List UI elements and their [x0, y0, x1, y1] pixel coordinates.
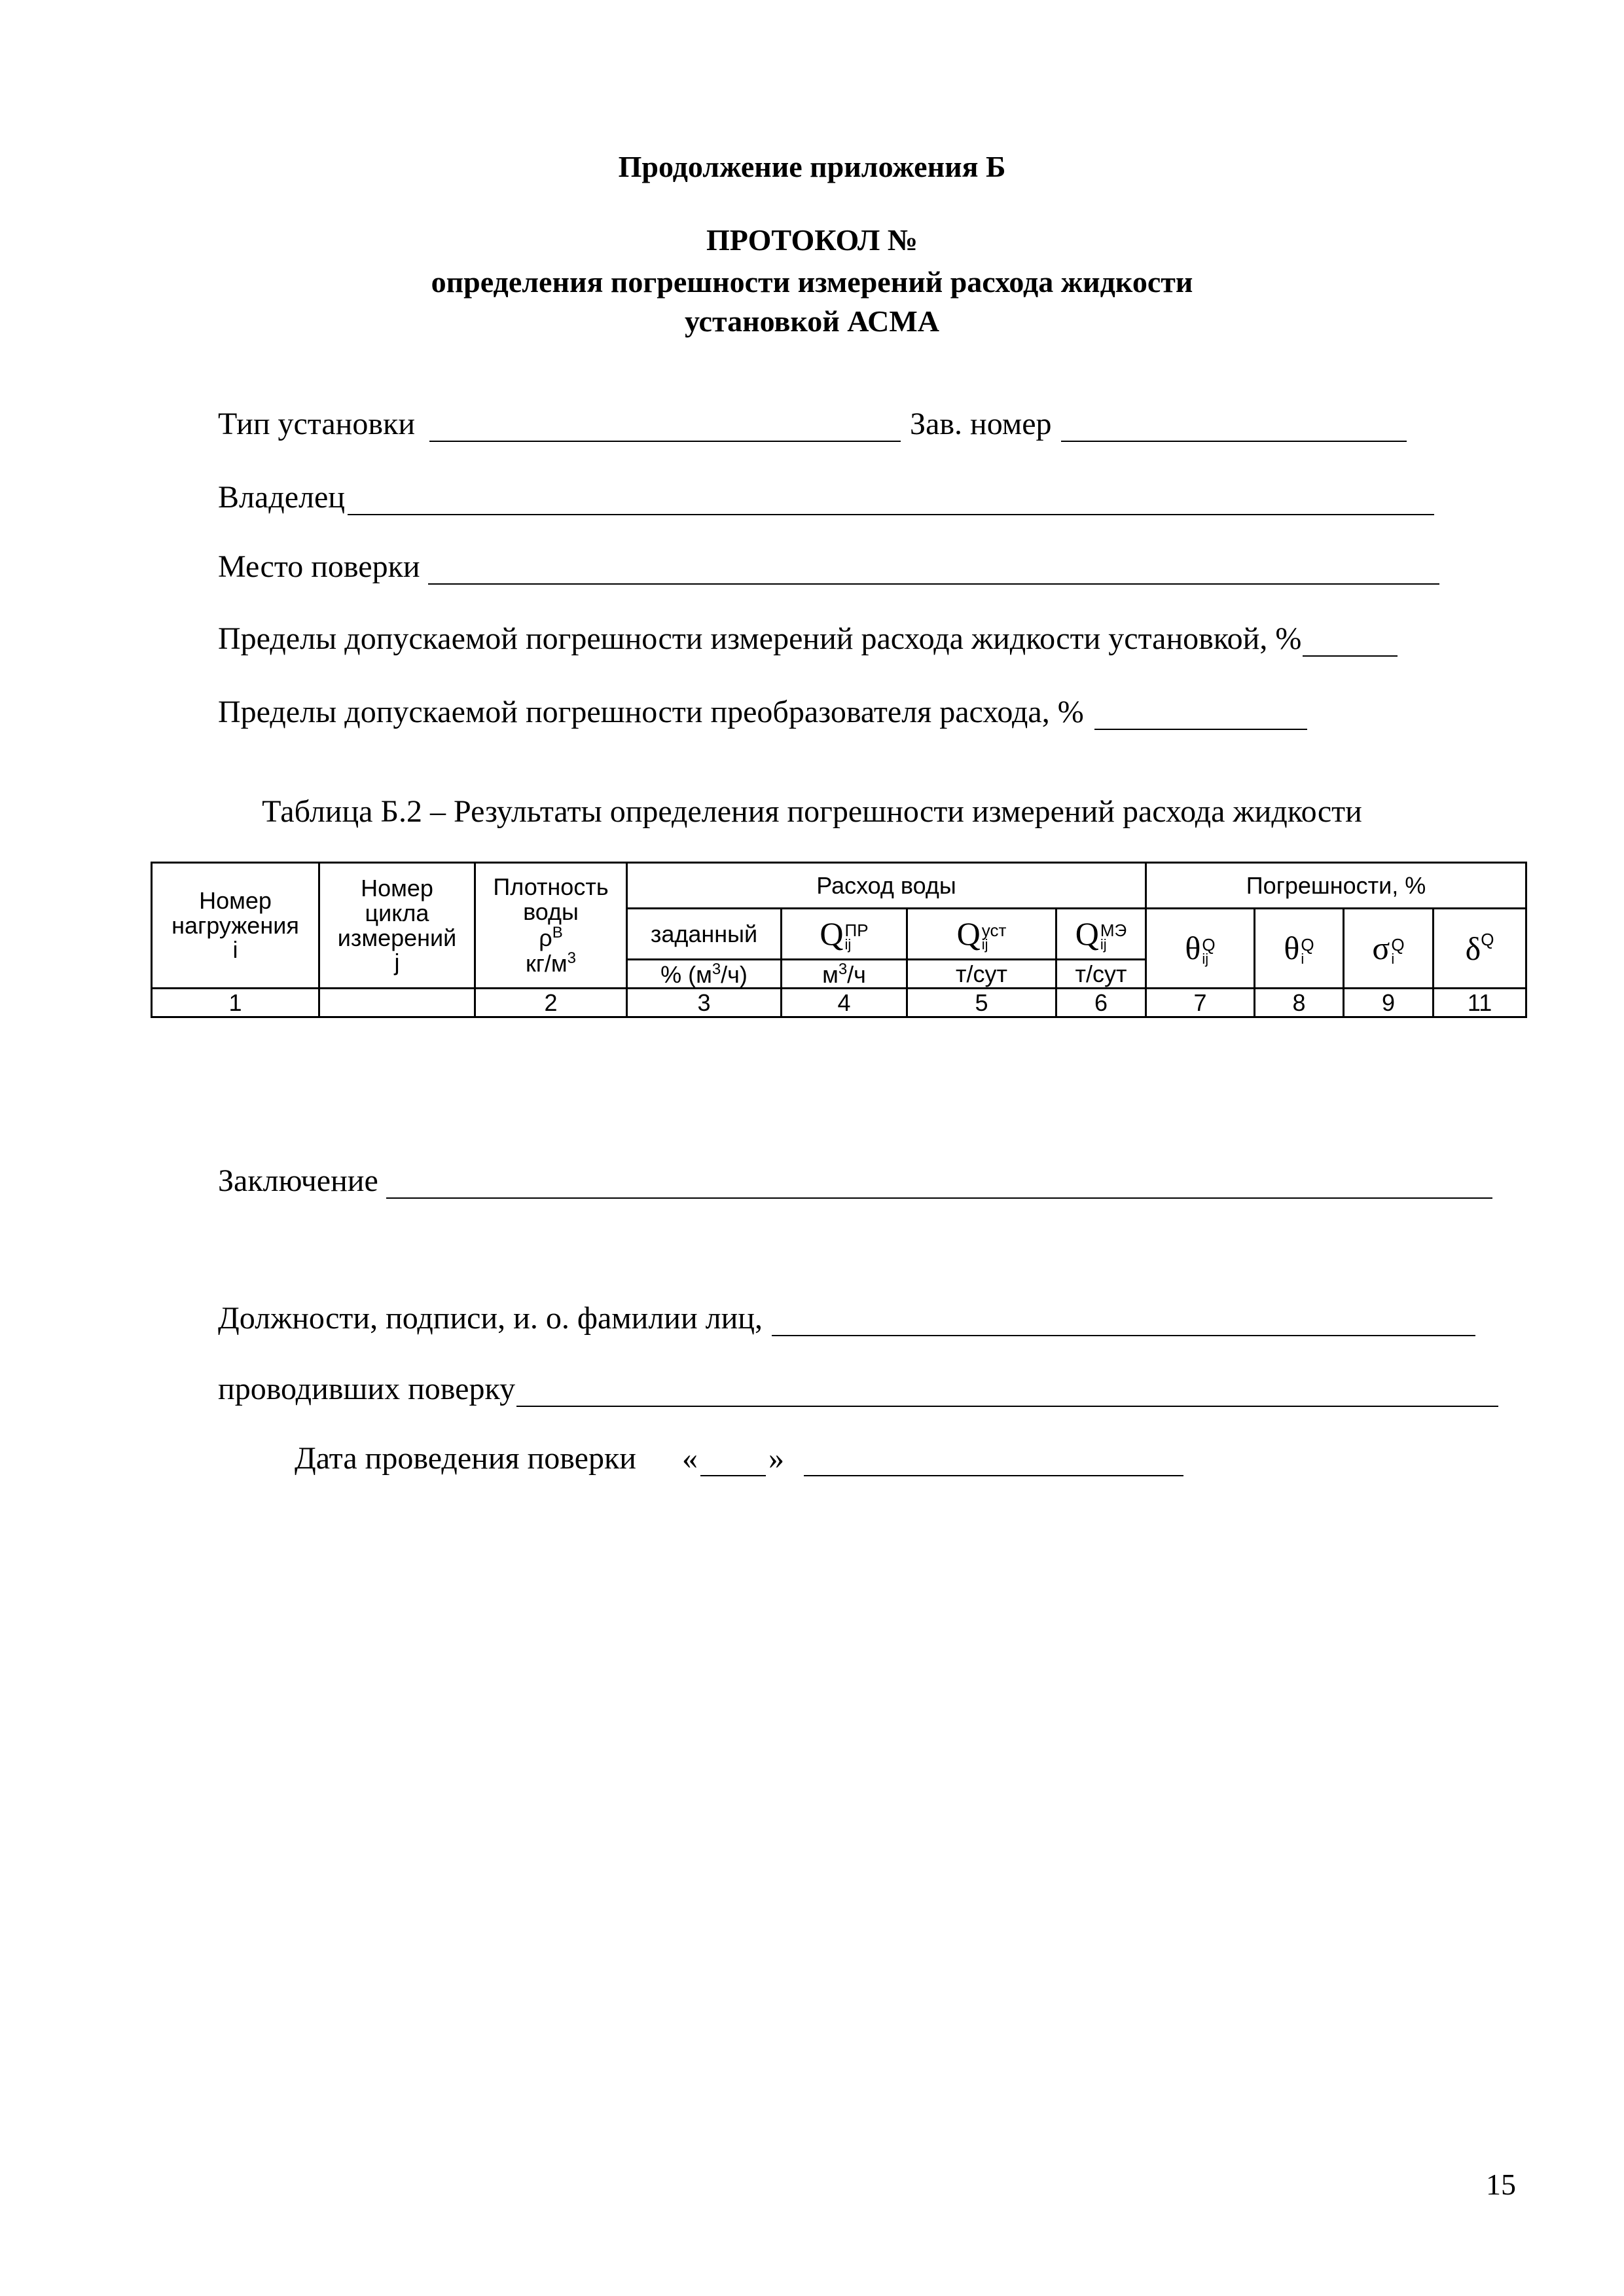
- conclusion-row: [218, 1163, 1492, 1199]
- column-number: 6: [1056, 989, 1146, 1017]
- header-q-pr: Q ПР ij: [782, 909, 907, 960]
- persons-blank[interactable]: [772, 1334, 1475, 1336]
- column-number: 8: [1255, 989, 1344, 1017]
- column-number: 11: [1434, 989, 1526, 1017]
- column-number: 4: [782, 989, 907, 1017]
- column-number: 7: [1146, 989, 1255, 1017]
- header-q-me: Q МЭ ij: [1056, 909, 1146, 960]
- limits-converter-blank[interactable]: [1094, 728, 1307, 730]
- limits-install-row: [218, 621, 1398, 657]
- header-flow-group: Расход воды: [627, 863, 1146, 909]
- date-month-year-blank[interactable]: [804, 1474, 1183, 1476]
- serial-label: Зав. номер: [910, 407, 1052, 441]
- header-sigma-i: σ Q i: [1344, 909, 1434, 989]
- unit-q-pr: $м^3/ч$: [782, 960, 907, 989]
- owner-blank[interactable]: [348, 513, 1434, 515]
- continuation-heading: Продолжение приложения Б: [618, 150, 1006, 183]
- type-blank[interactable]: [429, 440, 901, 442]
- column-number: 1: [152, 989, 319, 1017]
- conducted-label: проводивших поверку: [218, 1372, 516, 1406]
- unit-q-ust: т/сут: [907, 960, 1056, 989]
- header-load-number: Номер нагружения i: [152, 863, 319, 989]
- column-number: [319, 989, 475, 1017]
- limits-converter-label: Пределы допускаемой погрешности преобразователя расхода, %: [218, 695, 1084, 729]
- page-number: 15: [1486, 2168, 1516, 2201]
- date-label: Дата проведения поверки: [295, 1441, 636, 1476]
- date-day-blank[interactable]: [700, 1474, 766, 1476]
- limits-install-blank[interactable]: [1303, 655, 1398, 657]
- type-serial-row: [218, 406, 1407, 442]
- place-blank[interactable]: [428, 583, 1439, 585]
- protocol-title: ПРОТОКОЛ №: [706, 223, 918, 257]
- column-number: 2: [475, 989, 627, 1017]
- type-label: Тип установки: [218, 407, 416, 441]
- date-row: [295, 1440, 1183, 1476]
- header-set-flow: заданный: [627, 909, 782, 960]
- conducted-blank[interactable]: [516, 1405, 1498, 1407]
- persons-label: Должности, подписи, и. о. фамилии лиц,: [218, 1301, 763, 1336]
- date-close-quote: »: [768, 1441, 784, 1476]
- conducted-row: [218, 1371, 1498, 1407]
- header-errors-group: Погрешности, %: [1146, 863, 1526, 909]
- column-number: 9: [1344, 989, 1434, 1017]
- header-density: Плотность воды $\rho^В$ $кг/м^3$: [475, 863, 627, 989]
- column-number-row: [152, 989, 1526, 1017]
- header-theta-ij: θ Q ij: [1146, 909, 1255, 989]
- header-q-ust: Q уст ij: [907, 909, 1056, 960]
- owner-row: [218, 479, 1434, 515]
- column-number: 5: [907, 989, 1056, 1017]
- place-row: [218, 549, 1439, 585]
- serial-blank[interactable]: [1061, 440, 1407, 442]
- protocol-subtitle-line1: определения погрешности измерений расхода жидкости: [431, 265, 1193, 299]
- table-caption: Таблица Б.2 – Результаты определения погрешности измерений расхода жидкости: [262, 794, 1362, 829]
- header-theta-i: θ Q i: [1255, 909, 1344, 989]
- date-open-quote: «: [681, 1441, 698, 1476]
- column-number: 3: [627, 989, 782, 1017]
- limits-install-label: Пределы допускаемой погрешности измерений расхода жидкости установкой, %: [218, 621, 1302, 656]
- owner-label: Владелец: [218, 480, 345, 515]
- conclusion-blank[interactable]: [386, 1197, 1492, 1199]
- place-label: Место поверки: [218, 549, 420, 584]
- protocol-subtitle-line2: установкой АСМА: [684, 304, 940, 338]
- conclusion-label: Заключение: [218, 1163, 378, 1198]
- unit-q-me: т/сут: [1056, 960, 1146, 989]
- header-delta: $\delta^Q$: [1434, 909, 1526, 989]
- limits-converter-row: [218, 694, 1307, 730]
- results-table: [151, 862, 1527, 1018]
- header-cycle-number: Номер цикла измерений j: [319, 863, 475, 989]
- persons-row: [218, 1300, 1475, 1336]
- unit-set-flow: % $(м^3/ч)$: [627, 960, 782, 989]
